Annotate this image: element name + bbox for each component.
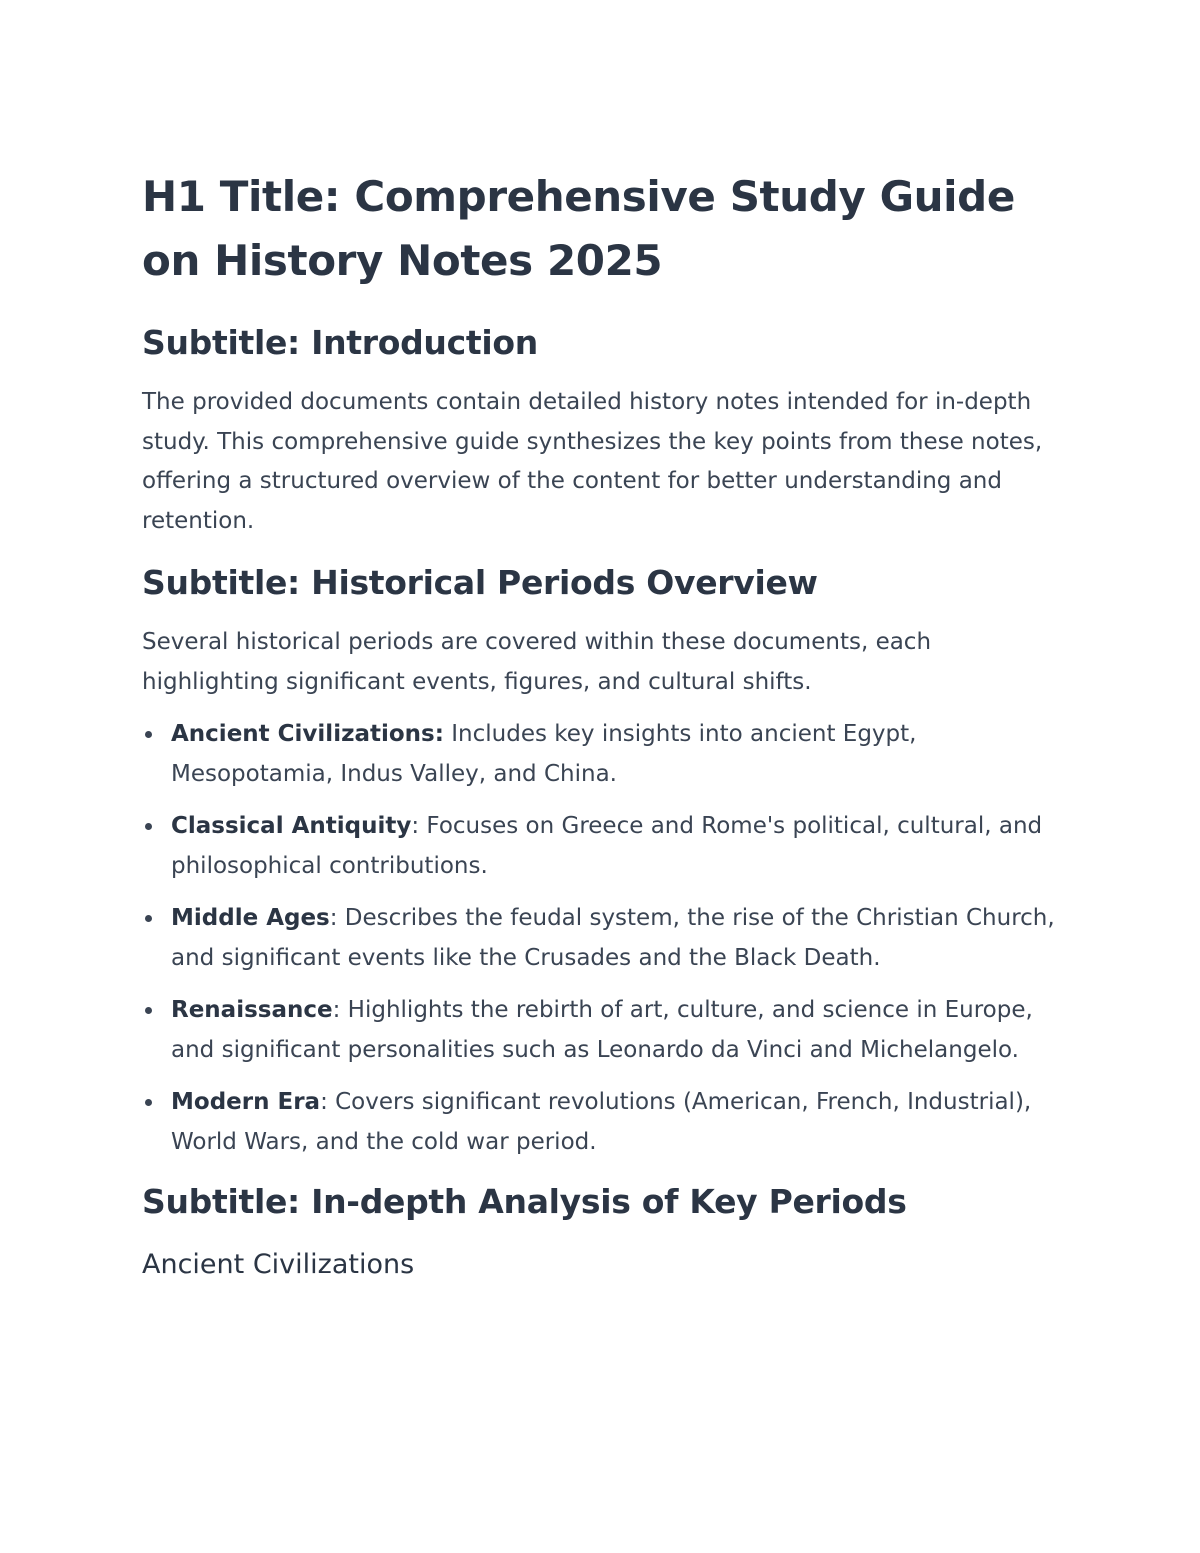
introduction-paragraph: The provided documents contain detailed history notes intended for in-depth study. This comprehensive guide synthesizes the key points from these notes, offering a structured overview of the content for better understanding and retention. [142, 389, 1043, 534]
list-item [142, 715, 1062, 794]
list-item-text: Includes key insights into ancient Egypt, Mesopotamia, Indus Valley, and China. [171, 721, 917, 787]
bullet-icon [145, 731, 152, 738]
list-item-separator: : [411, 813, 420, 839]
bullet-icon [145, 1099, 152, 1106]
historical-periods-paragraph: Several historical periods are covered within these documents, each highlighting significant events, figures, and cultural shifts. [142, 629, 932, 695]
list-item [142, 807, 1062, 886]
subsection-heading-ancient-civilizations: Ancient Civilizations [142, 1249, 415, 1280]
section-heading-historical-periods: Subtitle: Historical Periods Overview [142, 563, 818, 602]
list-item-term: Renaissance [171, 997, 333, 1023]
list-item-term: Middle Ages [171, 905, 330, 931]
section-heading-introduction: Subtitle: Introduction [142, 323, 538, 362]
list-item-text: Describes the feudal system, the rise of the Christian Church, and significant events like the Crusades and the Black Death. [171, 905, 1055, 971]
page-title: H1 Title: Comprehensive Study Guide on History Notes 2025 [142, 172, 1015, 285]
list-item-separator: : [329, 905, 338, 931]
list-item-separator: : [320, 1089, 328, 1115]
list-item-separator: : [332, 997, 341, 1023]
list-item [142, 1083, 1062, 1162]
list-item-text: Highlights the rebirth of art, culture, and science in Europe, and significant personalities such as Leonardo da Vinci and Michelangelo. [171, 997, 1033, 1063]
historical-periods-list [142, 715, 1062, 1162]
list-item-text: Focuses on Greece and Rome's political, cultural, and philosophical contributions. [171, 813, 1043, 879]
document-page [142, 165, 1062, 1283]
list-item-term: Ancient Civilizations [171, 721, 435, 747]
list-item-separator: : [434, 721, 444, 747]
bullet-icon [145, 915, 152, 922]
list-item-term: Modern Era [171, 1089, 321, 1115]
list-item [142, 991, 1062, 1070]
bullet-icon [145, 823, 152, 830]
list-item-text: Covers significant revolutions (American, French, Industrial), World Wars, and the cold war period. [171, 1089, 1032, 1155]
list-item [142, 899, 1062, 978]
section-heading-in-depth-analysis: Subtitle: In-depth Analysis of Key Periods [142, 1182, 907, 1221]
list-item-term: Classical Antiquity [171, 813, 412, 839]
bullet-icon [145, 1007, 152, 1014]
